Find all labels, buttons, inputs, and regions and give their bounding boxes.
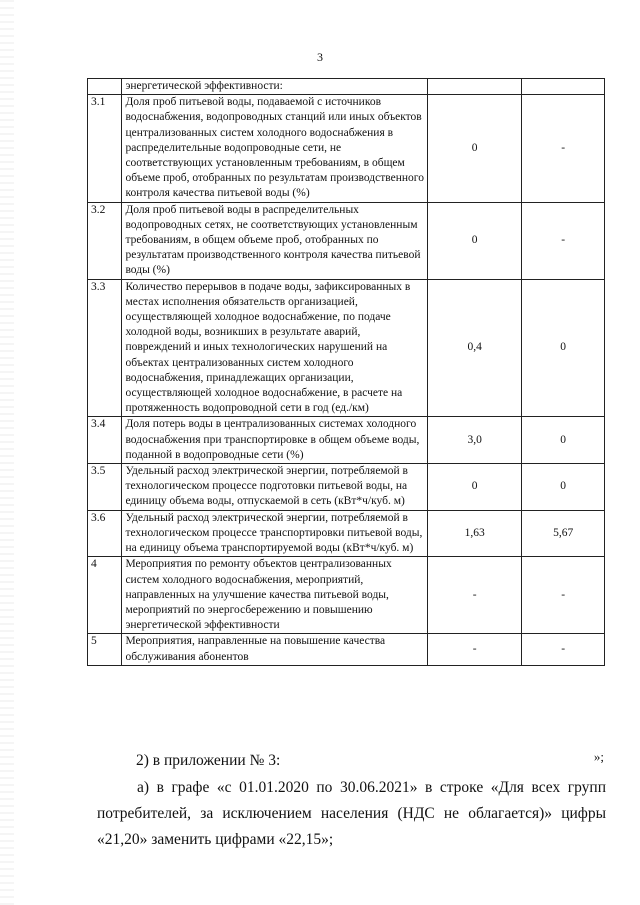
row-description: Удельный расход электрической энергии, потребляемой в технологическом процессе подготовки питьевой воды, на единицу объема воды, отпускаемой в сеть (кВт*ч/куб. м) [122, 464, 428, 511]
row-number: 3.6 [88, 510, 122, 557]
row-description: Доля потерь воды в централизованных системах холодного водоснабжения при транспортировке в общем объеме воды, поданной в водопроводные сети (%) [122, 417, 428, 464]
table-row [88, 202, 605, 279]
row-number: 5 [88, 634, 122, 665]
row-description: Мероприятия по ремонту объектов централизованных систем холодного водоснабжения, мероприятий, направленных на улучшение качества питьевой воды, мероприятий по энергосбережению и повышению энергетической эффективности [122, 557, 428, 634]
row-number: 3.5 [88, 464, 122, 511]
row-value-1: - [428, 557, 522, 634]
row-value-2: - [522, 95, 605, 202]
table-row [88, 634, 605, 665]
table-row [88, 464, 605, 511]
row-description: Мероприятия, направленные на повышение качества обслуживания абонентов [122, 634, 428, 665]
row-value-2: 0 [522, 417, 605, 464]
amendment-heading: 2) в приложении № 3: [136, 752, 281, 769]
row-description: Доля проб питьевой воды, подаваемой с источников водоснабжения, водопроводных станций или иных объектов централизованных систем холодного водоснабжения в распределительные водопроводные сети, не соответствующих установленным требованиям, в общем объеме проб, отобранных по результатам производственного контроля качества питьевой воды (%) [122, 95, 428, 202]
row-value-1: 3,0 [428, 417, 522, 464]
row-value-2: - [522, 202, 605, 279]
row-number: 3.4 [88, 417, 122, 464]
table-row [88, 279, 605, 417]
table-row [88, 79, 605, 95]
row-value-1: 0 [428, 464, 522, 511]
closing-quote-mark: »; [593, 749, 604, 764]
table-row [88, 557, 605, 634]
row-number: 4 [88, 557, 122, 634]
amendment-paragraph: а) в графе «с 01.01.2020 по 30.06.2021» в строке «Для всех групп потребителей, за исключением населения (НДС не облагается)» цифры «21,20» заменить цифрами «22,15»; [97, 779, 606, 848]
row-description: Удельный расход электрической энергии, потребляемой в технологическом процессе транспортировки питьевой воды, на единицу объема транспортируемой воды (кВт*ч/куб. м) [122, 510, 428, 557]
row-value-2: 0 [522, 464, 605, 511]
scan-edge-texture [0, 0, 14, 905]
row-description: энергетической эффективности: [122, 79, 428, 95]
table-row [88, 510, 605, 557]
row-number [88, 79, 122, 95]
row-value-2: - [522, 557, 605, 634]
table-row [88, 95, 605, 202]
table-row [88, 417, 605, 464]
row-value-1: - [428, 634, 522, 665]
row-number: 3.3 [88, 279, 122, 417]
page-number: 3 [317, 50, 323, 64]
row-value-2 [522, 79, 605, 95]
row-value-2: 0 [522, 279, 605, 417]
row-value-1: 0,4 [428, 279, 522, 417]
row-value-1: 1,63 [428, 510, 522, 557]
row-number: 3.1 [88, 95, 122, 202]
row-value-1: 0 [428, 202, 522, 279]
indicators-table [87, 78, 605, 666]
row-description: Доля проб питьевой воды в распределительных водопроводных сетях, не соответствующих установленным требованиям, в общем объеме проб, отобранных по результатам производственного контроля качества питьевой воды (%) [122, 202, 428, 279]
row-description: Количество перерывов в подаче воды, зафиксированных в местах исполнения обязательств организацией, осуществляющей холодное водоснабжение, по подаче холодной воды, возникших в результате аварий, повреждений и иных технологических нарушений на объектах централизованных систем холодного водоснабжения, принадлежащих организации, осуществляющей холодное водоснабжение, в расчете на протяженность водопроводной сети в год (ед./км) [122, 279, 428, 417]
row-value-2: 5,67 [522, 510, 605, 557]
row-value-1 [428, 79, 522, 95]
row-value-2: - [522, 634, 605, 665]
row-number: 3.2 [88, 202, 122, 279]
row-value-1: 0 [428, 95, 522, 202]
